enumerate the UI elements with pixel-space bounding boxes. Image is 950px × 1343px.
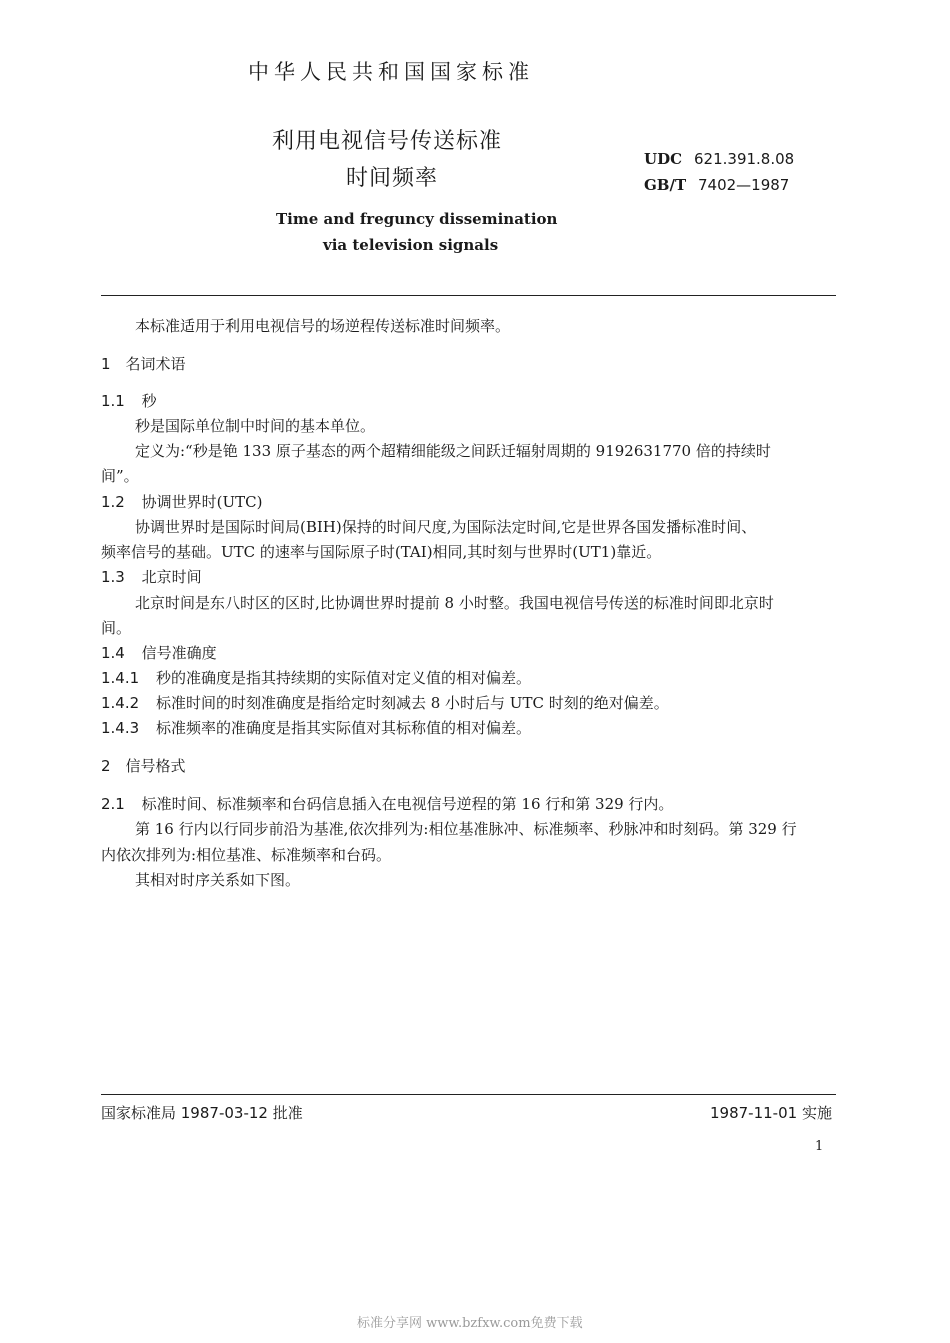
section-1-4-1 (101, 667, 531, 688)
paragraph: 频率信号的基础。UTC 的速率与国际原子时(TAI)相同,其时刻与世界时(UT1)靠近。 (101, 543, 662, 561)
title-en-line2: via television signals (323, 236, 499, 254)
section-1-4-heading (101, 642, 217, 663)
section-2-heading: 2 信号格式 (101, 757, 186, 775)
paragraph: 间”。 (101, 467, 139, 485)
section-1-3-heading (101, 566, 202, 587)
gbt-label: GB/T (644, 176, 687, 194)
paragraph: 其相对时序关系如下图。 (135, 871, 301, 889)
section-title: 北京时间 (141, 568, 202, 586)
section-number: 1.4.2 (101, 694, 140, 712)
section-number: 1.4 (101, 644, 125, 662)
paragraph: 北京时间是东八时区的区时,比协调世界时提前 8 小时整。我国电视信号传送的标准时间即北京时 (135, 594, 774, 612)
section-title: 信号准确度 (141, 644, 217, 662)
section-title: 秒 (141, 392, 157, 410)
section-1-heading: 1 名词术语 (101, 355, 186, 373)
title-cn-line2: 时间频率 (346, 166, 439, 191)
paragraph: 秒是国际单位制中时间的基本单位。 (135, 417, 376, 435)
section-text: 标准时间的时刻准确度是指给定时刻减去 8 小时后与 UTC 时刻的绝对偏差。 (155, 694, 669, 712)
udc-value: 621.391.8.08 (694, 150, 795, 168)
section-number: 1.2 (101, 493, 125, 511)
gbt-value: 7402—1987 (698, 176, 790, 194)
section-number: 1.3 (101, 568, 125, 586)
section-number: 1.1 (101, 392, 125, 410)
section-text: 秒的准确度是指其持续期的实际值对定义值的相对偏差。 (155, 669, 531, 687)
title-cn-line1: 利用电视信号传送标准 (272, 129, 503, 154)
section-2-1 (101, 793, 673, 814)
section-1-4-2 (101, 692, 669, 713)
section-number: 1.4.1 (101, 669, 140, 687)
section-text: 标准时间、标准频率和台码信息插入在电视信号逆程的第 16 行和第 329 行内。 (141, 795, 674, 813)
top-divider (101, 295, 836, 296)
section-number: 2.1 (101, 795, 125, 813)
paragraph: 间。 (101, 619, 132, 637)
effective-date: 1987-11-01 实施 (710, 1104, 832, 1122)
section-number: 1.4.3 (101, 719, 140, 737)
national-standard-header: 中华人民共和国国家标准 (248, 60, 534, 84)
section-1-4-3 (101, 717, 531, 738)
paragraph: 内依次排列为:相位基准、标准频率和台码。 (101, 846, 392, 864)
page-number: 1 (815, 1139, 824, 1154)
bottom-divider (101, 1094, 836, 1095)
intro-paragraph: 本标准适用于利用电视信号的场逆程传送标准时间频率。 (135, 317, 511, 335)
section-title: 协调世界时(UTC) (141, 493, 263, 511)
watermark-text: 标准分享网 www.bzfxw.com免费下载 (357, 1316, 583, 1331)
title-en-line1: Time and freguncy dissemination (276, 210, 558, 228)
paragraph: 协调世界时是国际时间局(BIH)保持的时间尺度,为国际法定时间,它是世界各国发播标准时间、 (135, 518, 757, 536)
paragraph: 第 16 行内以行同步前沿为基准,依次排列为:相位基准脉冲、标准频率、秒脉冲和时刻码。第 329 行 (135, 820, 797, 838)
section-text: 标准频率的准确度是指其实际值对其标称值的相对偏差。 (155, 719, 531, 737)
udc-label: UDC (644, 150, 683, 168)
section-1-1-heading (101, 390, 157, 411)
paragraph: 定义为:“秒是铯 133 原子基态的两个超精细能级之间跃迁辐射周期的 9192631770 倍的持续时 (135, 442, 771, 460)
section-1-2-heading (101, 491, 262, 512)
approval-date: 国家标准局 1987-03-12 批准 (101, 1104, 303, 1122)
